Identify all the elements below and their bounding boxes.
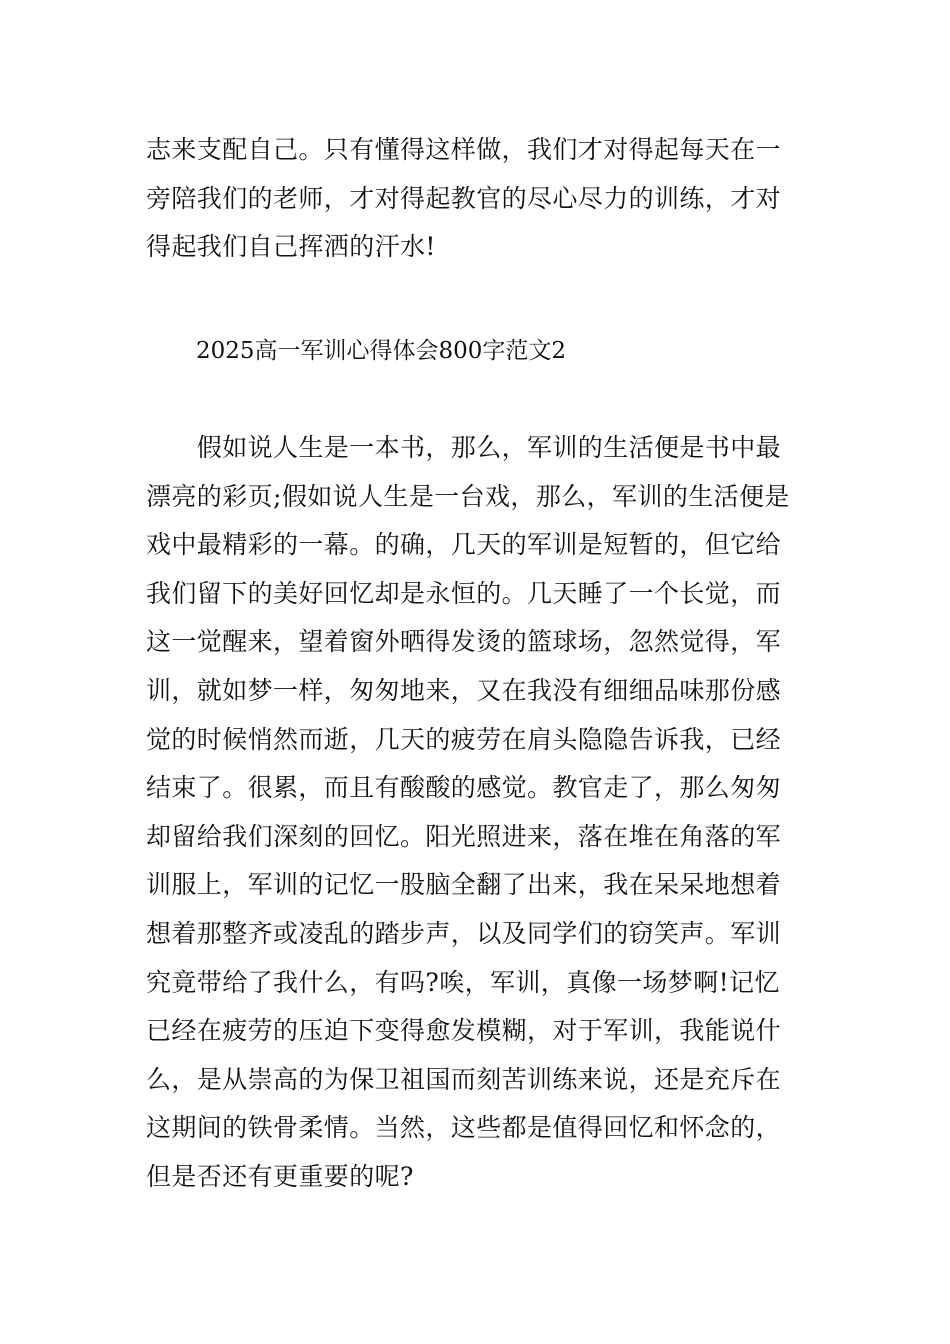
paragraph-continued: 志来支配自己。只有懂得这样做，我们才对得起每天在一 旁陪我们的老师，才对得起教官的尽心尽力的训练，才对 得起我们自己挥洒的汗水! [146,135,782,262]
paragraph-body: 假如说人生是一本书，那么，军训的生活便是书中最 漂亮的彩页;假如说人生是一台戏，那么，军训的生活便是 戏中最精彩的一幕。的确，几天的军训是短暂的，但它给 我们留下的美好回忆却是永恒的。几天睡了一个长觉，而 这一觉醒来，望着窗外晒得发烫的篮球场，忽然觉得，军 训，就如梦一样，匆匆地来，又在我没有细细品味那份感 觉的时候悄然而逝，几天的疲劳在肩头隐隐告诉我，已经 结束了。很累，而且有酸酸的感觉。教官走了，那么匆匆 却留给我们深刻的回忆。阳光照进来，落在堆在角落的军 训服上，军训的记忆一股脑全翻了出来，我在呆呆地想着 想着那整齐或凌乱的踏步声，以及同学们的窃笑声。军训 究竟带给了我什么，有吗?唉，军训，真像一场梦啊!记忆 已经在疲劳的压迫下变得愈发模糊，对于军训，我能说什 么，是从崇高的为保卫祖国而刻苦训练来说，还是充斥在 这期间的铁骨柔情。当然，这些都是值得回忆和怀念的， 但是否还有更重要的呢? [146,433,790,1191]
section-heading: 2025高一军训心得体会800字范文2 [196,338,567,364]
